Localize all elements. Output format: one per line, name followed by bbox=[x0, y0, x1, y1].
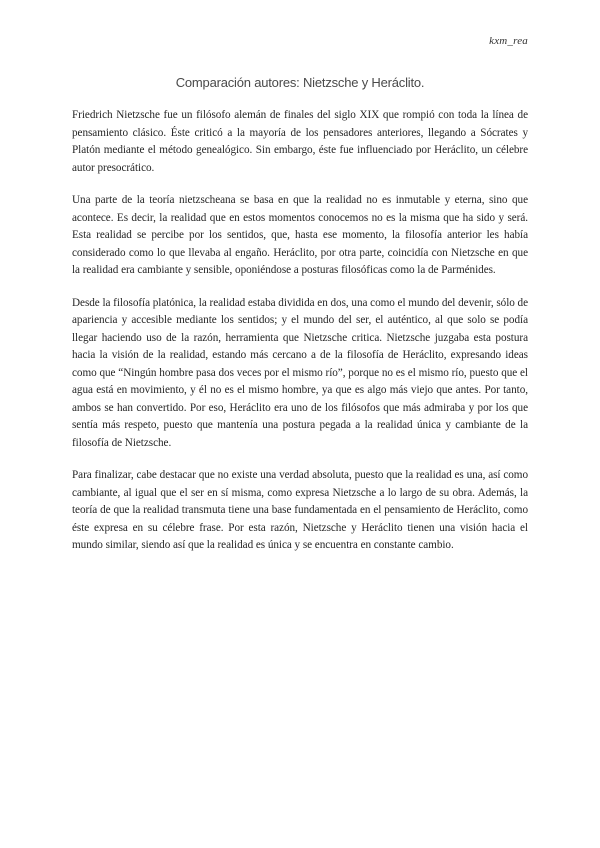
paragraph-realidad: Una parte de la teoría nietzscheana se basa en que la realidad no es inmutable y eterna, sino que acontece. Es decir, la realidad que en estos momentos conocemos no es la misma que ha sido y será. Esta realidad se percibe por los sentidos, que, hasta ese momento, la filosofía anterior les había considerado como lo que llevaba al engaño. Heráclito, por otra parte, coincidía con Nietzsche en que la realidad era cambiante y sensible, oponiéndose a posturas filosóficas como la de Parménides. bbox=[72, 194, 528, 276]
paragraph-intro: Friedrich Nietzsche fue un filósofo alemán de finales del siglo XIX que rompió con toda la línea de pensamiento clásico. Éste criticó a la mayoría de los pensadores anteriores, llegando a Sócrates y Platón mediante el método genealógico. Sin embargo, éste fue influenciado por Heráclito, un célebre autor presocrático. bbox=[72, 109, 528, 174]
document-body bbox=[72, 107, 528, 570]
paragraph-platon: Desde la filosofía platónica, la realidad estaba dividida en dos, una como el mundo del devenir, sólo de apariencia y accesible mediante los sentidos; y el mundo del ser, el auténtico, al que solo se podía llegar haciendo uso de la razón, herramienta que Nietzsche critica. Nietzsche juzgaba esta postura hacia la visión de la realidad, estando más cercano a de la filosofía de Heráclito, expresando ideas como que “Ningún hombre pasa dos veces por el mismo río”, porque no es el mismo río, puesto que el agua está en movimiento, y él no es el mismo hombre, ya que es algo más viejo que antes. Por tanto, ambos se han convertido. Por eso, Heráclito era uno de los filósofos que más admiraba y por los que sentía más respeto, puesto que mantenía una postura pegada a la realidad única y cambiante de la filosofía de Nietzsche. bbox=[72, 296, 529, 449]
document-title: Comparación autores: Nietzsche y Heráclito. bbox=[175, 75, 425, 90]
paragraph-conclusion: Para finalizar, cabe destacar que no existe una verdad absoluta, puesto que la realidad es una, así como cambiante, al igual que el ser en sí misma, como expresa Nietzsche a lo largo de su obra. Además, la teoría de que la realidad transmuta tiene una base fundamentada en el pensamiento de Heráclito, como éste expresa en su célebre frase. Por esta razón, Nietzsche y Heráclito tienen una visión hacia el mundo similar, siendo así que la realidad es única y se encuentra en constante cambio. bbox=[72, 469, 528, 551]
author-tag: kxm_rea bbox=[489, 35, 528, 47]
